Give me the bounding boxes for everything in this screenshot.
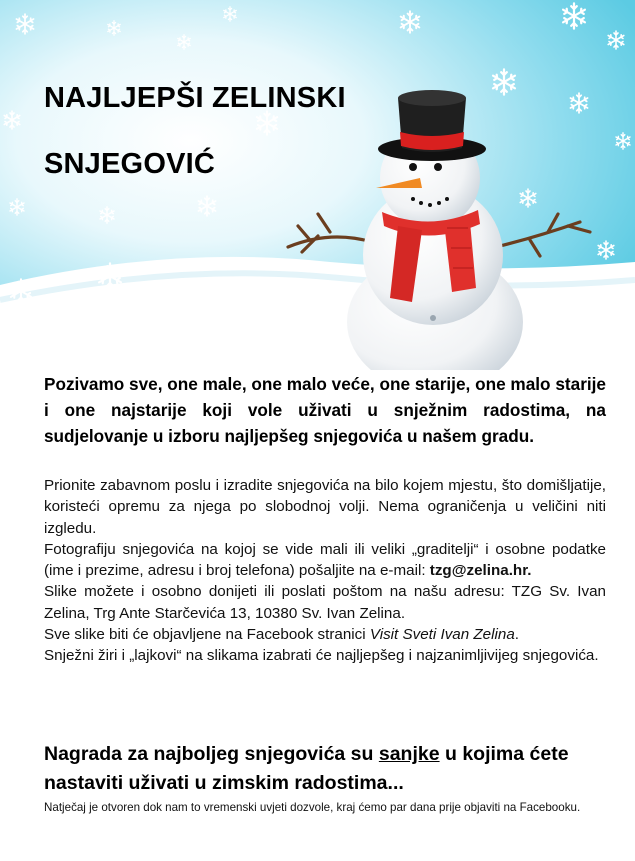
page-title-line-1: NAJLJEPŠI ZELINSKI — [44, 82, 346, 114]
paragraph-facebook: Sve slike biti će objavljene na Facebook stranici Visit Sveti Ivan Zelina. — [44, 626, 520, 644]
prize-announcement: Nagrada za najboljeg snjegovića su sanjke u kojima ćete nastaviti uživati u zimskim radostima... — [44, 743, 569, 794]
paragraph-jury: Snježni žiri i „lajkovi“ na slikama izabrati će najljepšeg i najzanimljivijeg snjegovića. — [44, 647, 599, 665]
paragraph-instructions: Prionite zabavnom poslu i izradite snjegovića na bilo kojem mjestu, što domišljatije, koristeći opremu za njega po slobodnoj volji. Nema ograničenja u veličini niti izgledu. — [44, 477, 606, 537]
page-title-line-2: SNJEGOVIĆ — [44, 148, 216, 180]
submission-text: Fotografiju snjegovića na kojoj se vide mali ili veliki „graditelji“ i osobne podatke (ime i prezime, adresu i broj telefona) pošaljite na e-mail: — [44, 540, 606, 580]
paragraph-submission — [44, 539, 606, 582]
intro-paragraph: Pozivamo sve, one male, one malo veće, one starije, one malo starije i one najstarije koji vole uživati u snježnim radostima, na sudjelovanje u izboru najljepšeg snjegovića u našem gradu. — [44, 374, 606, 446]
prize-item: sanjke — [378, 743, 440, 765]
winter-scene — [0, 0, 635, 370]
body-text — [44, 475, 606, 667]
closing-note: Natječaj je otvoren dok nam to vremenski uvjeti dozvole, kraj ćemo par dana prije objaviti na Facebooku. — [44, 801, 581, 814]
email-link[interactable]: tzg@zelina.hr. — [429, 562, 532, 580]
paragraph-address: Slike možete i osobno donijeti ili poslati poštom na našu adresu: TZG Sv. Ivan Zelina, Trg Ante Starčevića 13, 10380 Sv. Ivan Zelina. — [44, 583, 606, 622]
facebook-page-name: Visit Sveti Ivan Zelina — [369, 626, 515, 644]
facebook-text: Sve slike biti će objavljene na Facebook stranici — [44, 626, 370, 644]
header-illustration — [0, 0, 635, 370]
